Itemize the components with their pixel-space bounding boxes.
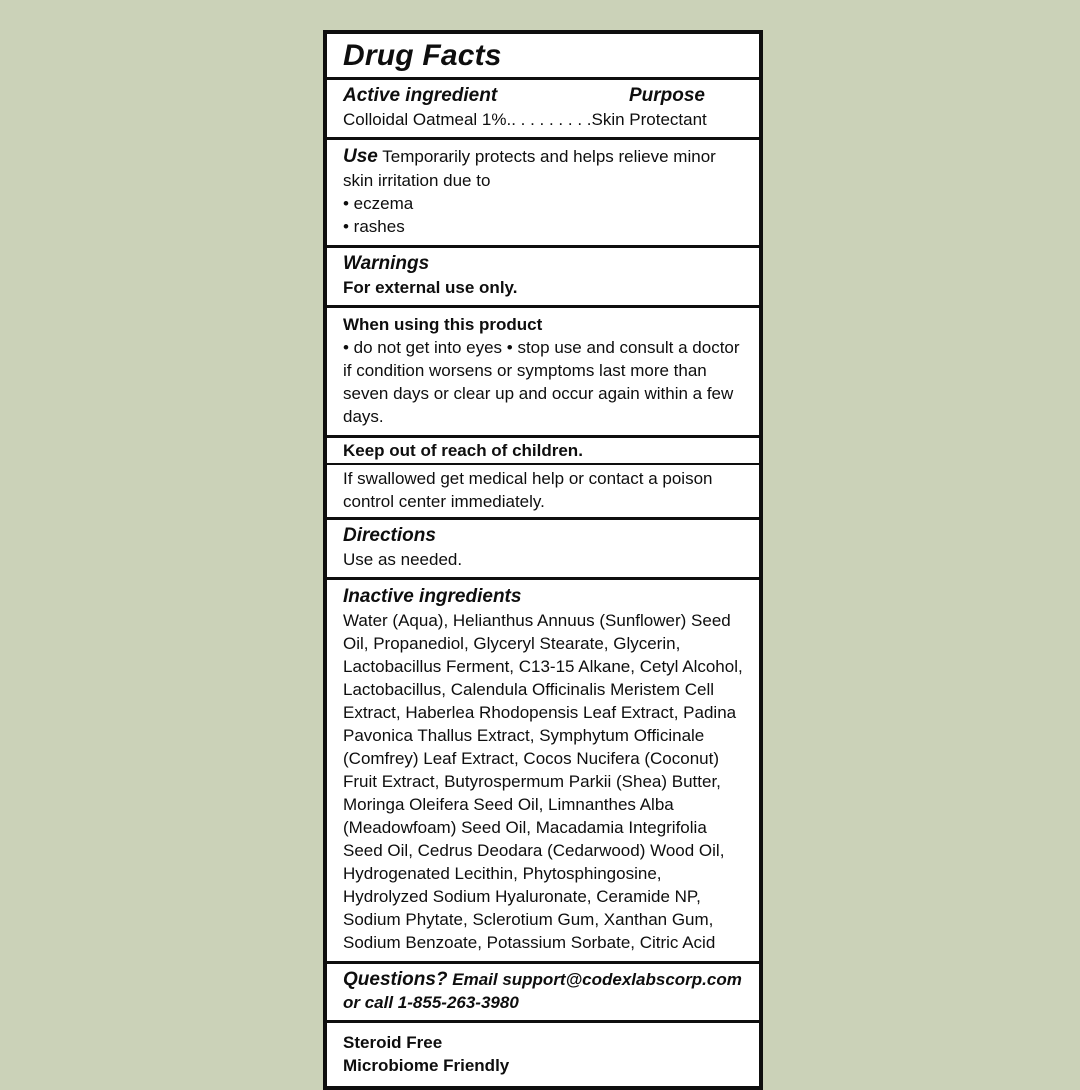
use-bullet-eczema: • eczema [343, 194, 414, 213]
active-ingredient-name: Colloidal Oatmeal 1% [343, 110, 507, 129]
questions-phone-text: or call 1-855-263-3980 [343, 993, 519, 1012]
section-directions [327, 517, 759, 577]
inactive-ingredients-heading: Inactive ingredients [343, 586, 522, 607]
section-questions [327, 961, 759, 1020]
when-using-heading: When using this product [343, 315, 543, 334]
purpose-value: Skin Protectant [591, 110, 707, 129]
active-ingredient-line [343, 108, 745, 131]
claim-steroid-free: Steroid Free [343, 1033, 443, 1052]
use-heading: Use [343, 146, 378, 167]
external-use-text: For external use only. [343, 278, 518, 297]
when-using-text: • do not get into eyes • stop use and consult a doctor if condition worsens or symptoms last more than seven days or clear up and occur again within a few days. [343, 338, 740, 426]
keep-out-text: Keep out of reach of children. [343, 441, 583, 460]
drug-facts-panel [323, 30, 763, 1090]
use-bullet-rashes: • rashes [343, 217, 405, 236]
active-ingredient-heading-row [343, 84, 745, 108]
claim-microbiome-friendly: Microbiome Friendly [343, 1056, 510, 1075]
drug-facts-title: Drug Facts [343, 39, 502, 72]
questions-heading: Questions? [343, 969, 448, 990]
active-ingredient-heading: Active ingredient [343, 85, 498, 106]
if-swallowed-text: If swallowed get medical help or contact a poison control center immediately. [343, 469, 713, 511]
section-inactive-ingredients [327, 577, 759, 961]
section-active-ingredient [327, 77, 759, 137]
questions-paragraph [343, 968, 745, 1014]
inactive-ingredients-text: Water (Aqua), Helianthus Annuus (Sunflower) Seed Oil, Propanediol, Glyceryl Stearate, Glycerin, Lactobacillus Ferment, C13-15 Alkane, Cetyl Alcohol, Lactobacillus, Calendula Officinalis Meristem Cell Extract, Haberlea Rhodopensis Leaf Extract, Padina Pavonica Thallus Extract, Symphytum Officinale (Comfrey) Leaf Extract, Cocos Nucifera (Coconut) Fruit Extract, Butyrospermum Parkii (Shea) Butter, Moringa Oleifera Seed Oil, Limnanthes Alba (Meadowfoam) Seed Oil, Macadamia Integrifolia Seed Oil, Cedrus Deodara (Cedarwood) Wood Oil, Hydrogenated Lecithin, Phytosphingosine, Hydrolyzed Sodium Hyaluronate, Ceramide NP, Sodium Phytate, Sclerotium Gum, Xanthan Gum, Sodium Benzoate, Potassium Sorbate, Citric Acid [343, 611, 743, 952]
section-keep-out-of-reach [327, 435, 759, 463]
dot-leader: .. . . . . . . . . [506, 110, 592, 129]
use-text: Temporarily protects and helps relieve minor skin irritation due to [343, 147, 716, 190]
directions-heading: Directions [343, 525, 436, 546]
section-warnings [327, 245, 759, 305]
section-title [327, 34, 759, 77]
purpose-heading: Purpose [628, 85, 705, 106]
use-paragraph [343, 145, 745, 192]
section-when-using [327, 305, 759, 435]
directions-text: Use as needed. [343, 550, 463, 569]
section-if-swallowed [327, 463, 759, 517]
section-use [327, 137, 759, 245]
questions-email-text: Email support@codexlabscorp.com [452, 970, 742, 989]
section-claims [327, 1020, 759, 1086]
warnings-heading: Warnings [343, 253, 430, 274]
